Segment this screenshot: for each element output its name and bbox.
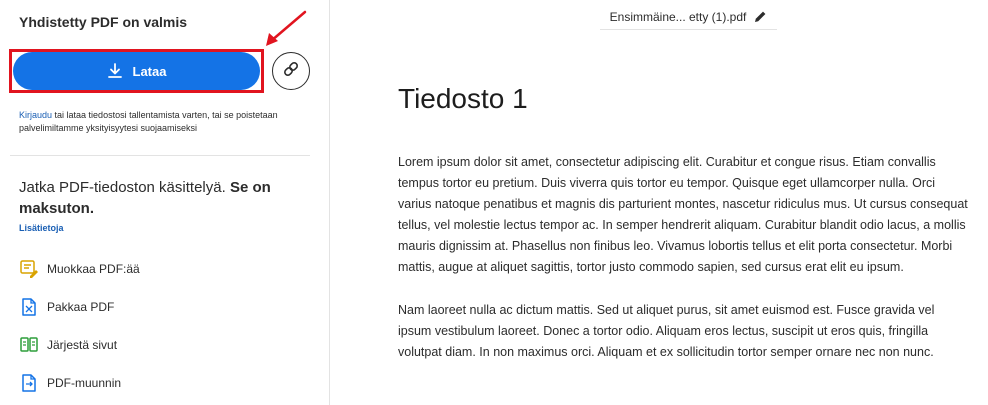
tool-label: Muokkaa PDF:ää	[47, 262, 140, 276]
tool-label: PDF-muunnin	[47, 376, 122, 390]
notice-text: tai lataa tiedostosi tallentamista varten, tai se poistetaan palvelimiltamme yksityisyytesi suojaamiseksi	[19, 110, 278, 133]
sidebar	[0, 0, 330, 405]
learn-more-link[interactable]: Lisätietoja	[19, 223, 64, 233]
rename-button[interactable]	[754, 10, 767, 23]
sign-in-notice	[19, 109, 309, 135]
document-heading: Tiedosto 1	[398, 83, 528, 114]
download-button-label: Lataa	[132, 63, 167, 79]
copy-link-button[interactable]	[272, 52, 310, 90]
tool-label: Pakkaa PDF	[47, 300, 115, 314]
panel-title: Yhdistetty PDF on valmis	[19, 14, 188, 30]
download-icon	[107, 63, 123, 79]
document-paragraph: Nam laoreet nulla ac dictum mattis. Sed ut aliquet purus, sit amet euismod est. Fusce gravida vel ipsum vestibulum laoreet. Donec a tortor odio. Aliquam eros lectus, suscipit ut eros quis, fringilla volutpat diam. In non maximus orci. Aliquam et ex sollicitudin tortor semper ornare nec non nunc.	[398, 303, 935, 359]
download-button[interactable]	[13, 52, 260, 90]
pencil-icon	[754, 10, 767, 23]
tool-pdf-converter[interactable]	[19, 373, 121, 393]
arrow-annotation-icon	[258, 8, 310, 50]
promo-heading	[19, 177, 309, 219]
tool-compress-pdf[interactable]	[19, 297, 114, 317]
compress-pdf-icon	[19, 297, 39, 317]
promo-heading-bold: Se on maksuton.	[19, 179, 271, 217]
file-name: Ensimmäine... etty (1).pdf	[609, 9, 747, 24]
organize-pages-icon	[19, 335, 39, 355]
pdf-converter-icon	[19, 373, 39, 393]
promo-heading-text: Jatka PDF-tiedoston käsittelyä.	[19, 179, 230, 196]
sign-in-link[interactable]: Kirjaudu	[19, 110, 53, 120]
edit-pdf-icon	[19, 259, 39, 279]
file-name-tab	[600, 4, 777, 30]
document-paragraph: Lorem ipsum dolor sit amet, consectetur adipiscing elit. Curabitur et congue risus. Etiam convallis tempus tortor eu pretium. Duis viverra quis tortor eu tempor. Quisque eget ullamcorper nulla. Orci varius natoque penatibus et magnis dis parturient montes, nascetur ridiculus mus. Ut cursus consequat tellus, vel molestie lectus tempor ac. In semper hendrerit aliquam. Curabitur blandit odio lacus, a mollis mauris dignissim at. Phasellus non finibus leo. Vivamus lobortis tellus et elit porta consectetur. Morbi mattis, augue at aliquet sagittis, tortor justo commodo sapien, sed cursus erat elit eu ipsum.	[398, 155, 968, 274]
divider	[10, 155, 310, 156]
tool-edit-pdf[interactable]	[19, 259, 140, 279]
tool-organize-pages[interactable]	[19, 335, 117, 355]
link-icon	[282, 60, 300, 83]
tool-label: Järjestä sivut	[47, 338, 118, 352]
